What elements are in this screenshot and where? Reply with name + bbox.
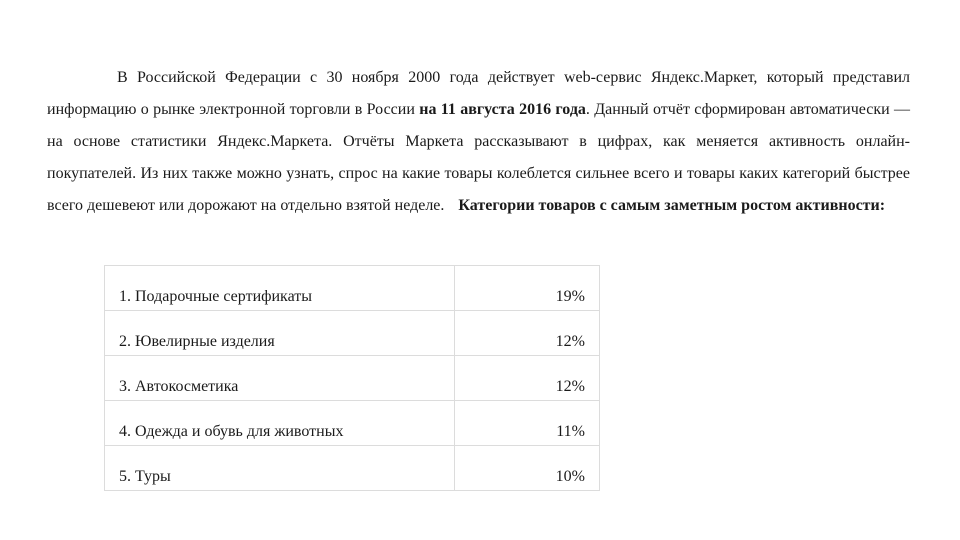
categories-table bbox=[104, 265, 600, 491]
table-row bbox=[105, 266, 600, 311]
intro-paragraph bbox=[47, 62, 910, 222]
table-row bbox=[105, 401, 600, 446]
category-name: 2. Ювелирные изделия bbox=[105, 311, 455, 356]
table-row bbox=[105, 311, 600, 356]
category-name: 4. Одежда и обувь для животных bbox=[105, 401, 455, 446]
paragraph-text-part2: . Данный отчёт сформирован автоматически — на основе статистики Яндекс.Маркета. Отчёты Маркета рассказывают в цифрах, как меняется активность онлайн-покупателей. Из них также можно узнать, спрос на какие товары колеблется сильнее всего и товары каких категорий быстрее всего дешевеют или дорожают на отдельно взятой неделе. bbox=[47, 101, 911, 214]
growth-value: 19% bbox=[455, 266, 600, 311]
category-name: 1. Подарочные сертификаты bbox=[105, 266, 455, 311]
table-row bbox=[105, 446, 600, 491]
paragraph-text-part1: В Российской Федерации с 30 ноября 2000 года действует web-сервис Яндекс.Маркет, который представил информацию о рынке электронной торговли в России bbox=[47, 69, 910, 118]
categories-heading: Категории товаров с самым заметным ростом активности: bbox=[458, 197, 886, 214]
growth-value: 12% bbox=[455, 356, 600, 401]
growth-value: 11% bbox=[455, 401, 600, 446]
category-name: 3. Автокосметика bbox=[105, 356, 455, 401]
growth-value: 10% bbox=[455, 446, 600, 491]
report-date: на 11 августа 2016 года bbox=[419, 101, 586, 118]
growth-value: 12% bbox=[455, 311, 600, 356]
category-name: 5. Туры bbox=[105, 446, 455, 491]
table-row bbox=[105, 356, 600, 401]
